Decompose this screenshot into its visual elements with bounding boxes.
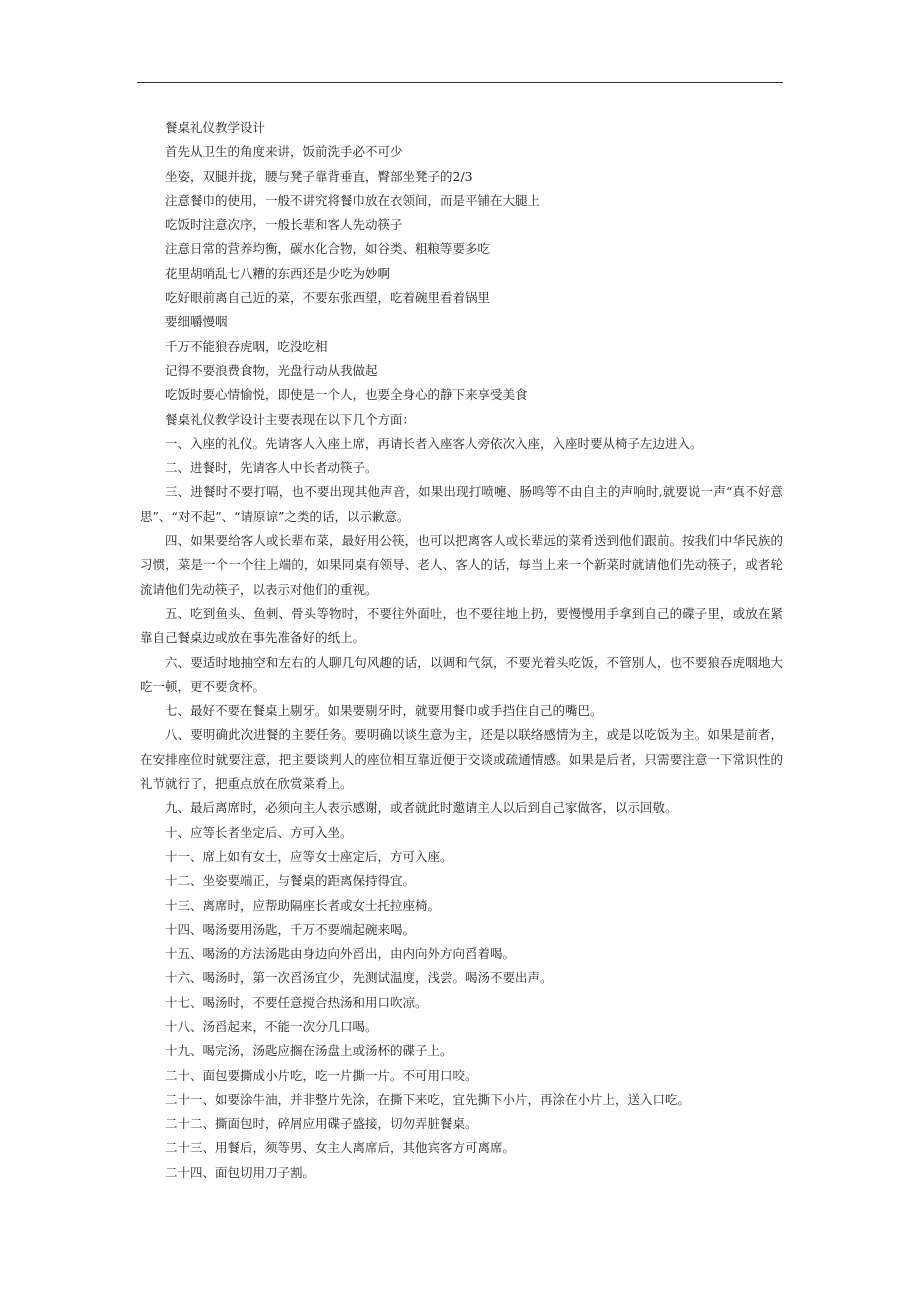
paragraph: 记得不要浪费食物，光盘行动从我做起 bbox=[165, 362, 378, 378]
rule-item: 二、进餐时，先请客人中长者动筷子。 bbox=[165, 460, 378, 476]
rule-item: 十六、喝汤时，第一次舀汤宜少，先测试温度，浅尝。喝汤不要出声。 bbox=[165, 970, 553, 986]
rule-item: 二十二、撕面包时，碎屑应用碟子盛接，切勿弄脏餐桌。 bbox=[165, 1116, 478, 1132]
paragraph: 吃饭时要心情愉悦，即使是一个人，也要全身心的静下来享受美食 bbox=[165, 387, 528, 403]
doc-title: 餐桌礼仪教学设计 bbox=[165, 120, 266, 135]
section-intro: 餐桌礼仪教学设计主要表现在以下几个方面： bbox=[165, 411, 416, 427]
rule-item: 三、进餐时不要打嗝，也不要出现其他声音，如果出现打喷嚏、肠鸣等不由自主的声响时,就要说一声“真不好意思”、“对不起”、“请原谅”之类的话，以示歉意。 bbox=[140, 484, 783, 524]
rule-item: 十二、坐姿要端正，与餐桌的距离保持得宜。 bbox=[165, 873, 416, 889]
rule-item: 六、要适时地抽空和左右的人聊几句风趣的话，以调和气氛，不要光着头吃饭，不管别人，也不要狼吞虎咽地大吃一顿，更不要贪杯。 bbox=[140, 654, 783, 694]
paragraph: 吃饭时注意次序，一般长辈和客人先动筷子 bbox=[165, 217, 403, 233]
rule-item: 二十三、用餐后，须等男、女主人离席后，其他宾客方可离席。 bbox=[165, 1140, 516, 1156]
rule-item: 十一、席上如有女士，应等女士座定后，方可入座。 bbox=[165, 848, 453, 864]
rule-item: 二十一、如要涂牛油，并非整片先涂，在撕下来吃，宜先撕下小片，再涂在小片上，送入口吃。 bbox=[165, 1091, 691, 1107]
paragraph: 花里胡哨乱七八糟的东西还是少吃为妙啊 bbox=[165, 265, 391, 281]
rule-item: 十三、离席时，应帮助隔座长者或女士托拉座椅。 bbox=[165, 897, 441, 913]
rule-item: 二十、面包要撕成小片吃，吃一片撕一片。不可用口咬。 bbox=[165, 1067, 478, 1083]
paragraph: 吃好眼前离自己近的菜，不要东张西望，吃着碗里看着锅里 bbox=[165, 290, 491, 306]
rule-item: 一、入座的礼仪。先请客人入座上席，再请长者入座客人旁依次入座，入座时要从椅子左边进入。 bbox=[165, 435, 703, 451]
rule-item: 十七、喝汤时，不要任意搅合热汤和用口吹凉。 bbox=[165, 994, 428, 1010]
rule-item: 二十四、面包切用刀子割。 bbox=[165, 1164, 316, 1180]
paragraph: 注意日常的营养均衡，碳水化合物，如谷类、粗粮等要多吃 bbox=[165, 241, 491, 257]
rule-item: 七、最好不要在餐桌上剔牙。如果要剔牙时，就要用餐巾或手挡住自己的嘴巴。 bbox=[165, 703, 603, 719]
rule-item: 八、要明确此次进餐的主要任务。要明确以谈生意为主，还是以联络感情为主，或是以吃饭为主。如果是前者，在安排座位时就要注意，把主要谈判人的座位相互靠近便于交谈或疏通情感。如果是后者，只需要注意一下常识性的礼节就行了，把重点放在欣赏菜肴上。 bbox=[140, 727, 783, 792]
rule-item: 十八、汤舀起来，不能一次分几口喝。 bbox=[165, 1018, 378, 1034]
rule-item: 十四、喝汤要用汤匙，千万不要端起碗来喝。 bbox=[165, 921, 416, 937]
paragraph: 首先从卫生的角度来讲，饭前洗手必不可少 bbox=[165, 144, 403, 160]
rule-item: 九、最后离席时，必须向主人表示感谢，或者就此时邀请主人以后到自己家做客，以示回敬。 bbox=[165, 800, 678, 816]
header-rule bbox=[137, 82, 783, 83]
paragraph: 千万不能狼吞虎咽，吃没吃相 bbox=[165, 338, 328, 354]
paragraph: 要细嚼慢咽 bbox=[165, 314, 228, 330]
paragraph: 坐姿，双腿并拢，腰与凳子靠背垂直，臀部坐凳子的2/3 bbox=[165, 168, 473, 184]
document-body bbox=[140, 116, 783, 1185]
rule-item: 四、如果要给客人或长辈布菜，最好用公筷，也可以把离客人或长辈远的菜肴送到他们跟前。按我们中华民族的习惯，菜是一个一个往上端的，如果同桌有领导、老人、客人的话，每当上来一个新菜时就请他们先动筷子，或者轮流请他们先动筷子，以表示对他们的重视。 bbox=[140, 533, 783, 597]
rule-item: 十九、喝完汤，汤匙应搁在汤盘上或汤杯的碟子上。 bbox=[165, 1043, 453, 1059]
rule-item: 五、吃到鱼头、鱼刺、骨头等物时，不要往外面吐，也不要往地上扔，要慢慢用手拿到自己的碟子里，或放在紧靠自己餐桌边或放在事先准备好的纸上。 bbox=[140, 605, 783, 646]
paragraph: 注意餐巾的使用，一般不讲究将餐巾放在衣领间，而是平铺在大腿上 bbox=[165, 192, 541, 208]
rule-item: 十五、喝汤的方法汤匙由身边向外舀出，由内向外方向舀着喝。 bbox=[165, 946, 516, 962]
rule-item: 十、应等长者坐定后、方可入坐。 bbox=[165, 824, 353, 840]
